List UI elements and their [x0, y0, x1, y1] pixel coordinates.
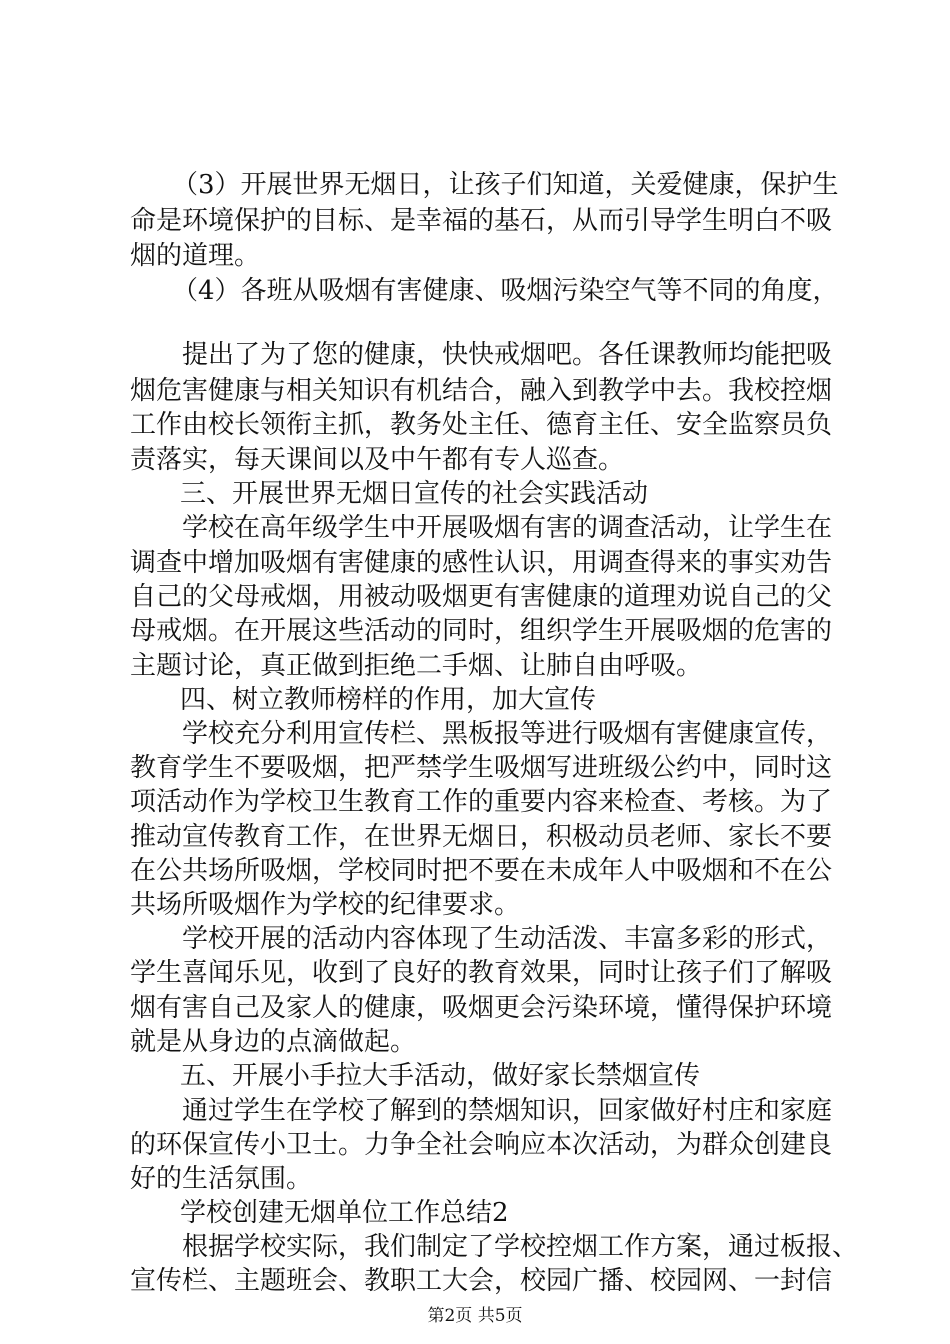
- paragraph-line: 在公共场所吸烟，学校同时把不要在未成年人中吸烟和不在公: [130, 856, 833, 886]
- paragraph-line: （3）开展世界无烟日，让孩子们知道，关爱健康，保护生: [172, 170, 839, 200]
- paragraph-line: 工作由校长领衔主抓，教务处主任、德育主任、安全监察员负: [130, 410, 833, 440]
- section-heading: 学校创建无烟单位工作总结2: [180, 1198, 509, 1228]
- section-heading: 五、开展小手拉大手活动，做好家长禁烟宣传: [180, 1061, 701, 1091]
- paragraph-line: 项活动作为学校卫生教育工作的重要内容来检查、考核。为了: [130, 787, 833, 817]
- paragraph-line: 教育学生不要吸烟，把严禁学生吸烟写进班级公约中，同时这: [130, 753, 833, 783]
- paragraph-line: 烟有害自己及家人的健康，吸烟更会污染环境，懂得保护环境: [130, 993, 833, 1023]
- paragraph-line: 好的生活氛围。: [130, 1164, 313, 1194]
- paragraph-line: 学生喜闻乐见，收到了良好的教育效果，同时让孩子们了解吸: [130, 958, 833, 988]
- paragraph-line: 的环保宣传小卫士。力争全社会响应本次活动，为群众创建良: [130, 1130, 833, 1160]
- paragraph-line: 提出了为了您的健康，快快戒烟吧。各任课教师均能把吸: [182, 340, 833, 370]
- paragraph-line: 宣传栏、主题班会、教职工大会，校园广播、校园网、一封信: [130, 1266, 833, 1296]
- paragraph-line: 学校充分利用宣传栏、黑板报等进行吸烟有害健康宣传，: [182, 719, 833, 749]
- section-heading: 三、开展世界无烟日宣传的社会实践活动: [180, 479, 649, 509]
- paragraph-line: 推动宣传教育工作，在世界无烟日，积极动员老师、家长不要: [130, 822, 833, 852]
- paragraph-line: 主题讨论，真正做到拒绝二手烟、让肺自由呼吸。: [130, 651, 703, 681]
- paragraph-line: 命是环境保护的目标、是幸福的基石，从而引导学生明白不吸: [130, 206, 833, 236]
- paragraph-line: 根据学校实际，我们制定了学校控烟工作方案，通过板报、: [182, 1232, 859, 1262]
- paragraph-line: 烟危害健康与相关知识有机结合，融入到教学中去。我校控烟: [130, 376, 833, 406]
- paragraph-line: 自己的父母戒烟，用被动吸烟更有害健康的道理劝说自己的父: [130, 582, 833, 612]
- paragraph-line: 母戒烟。在开展这些活动的同时，组织学生开展吸烟的危害的: [130, 616, 833, 646]
- paragraph-line: （4）各班从吸烟有害健康、吸烟污染空气等不同的角度，: [172, 276, 839, 306]
- paragraph-line: 学校开展的活动内容体现了生动活泼、丰富多彩的形式，: [182, 924, 833, 954]
- paragraph-line: 共场所吸烟作为学校的纪律要求。: [130, 890, 521, 920]
- paragraph-line: 调查中增加吸烟有害健康的感性认识，用调查得来的事实劝告: [130, 548, 833, 578]
- paragraph-line: 责落实，每天课间以及中午都有专人巡查。: [130, 445, 625, 475]
- paragraph-line: 就是从身边的点滴做起。: [130, 1027, 417, 1057]
- page-number-footer: 第2页 共5页: [427, 1306, 523, 1326]
- paragraph-line: 通过学生在学校了解到的禁烟知识，回家做好村庄和家庭: [182, 1096, 833, 1126]
- section-heading: 四、树立教师榜样的作用，加大宣传: [180, 685, 597, 715]
- paragraph-line: 烟的道理。: [130, 241, 261, 271]
- paragraph-line: 学校在高年级学生中开展吸烟有害的调查活动，让学生在: [182, 513, 833, 543]
